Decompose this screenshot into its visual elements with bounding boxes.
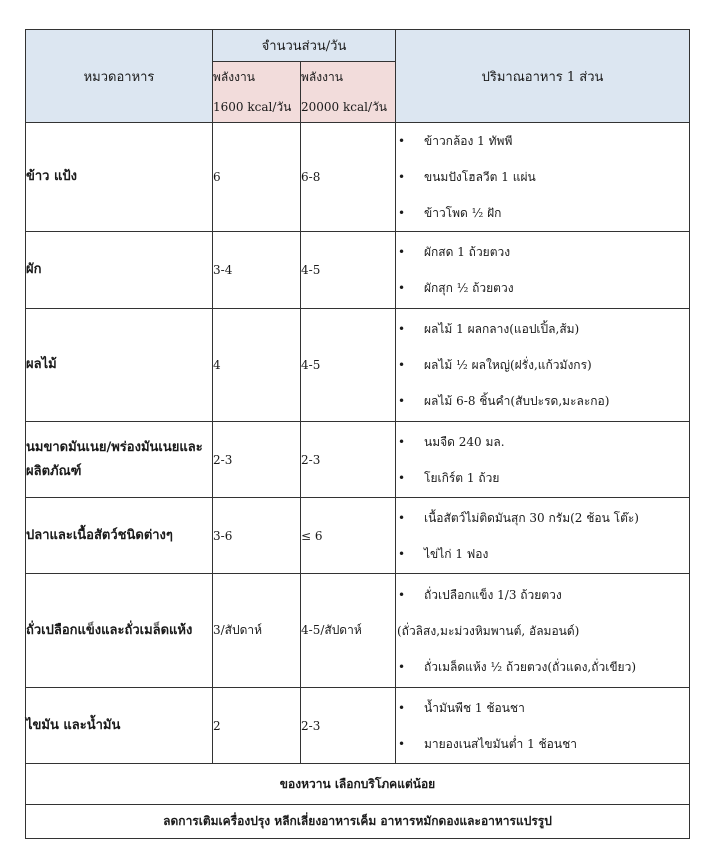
bullet-icon: • [398,170,406,184]
servings-1600: 2 [213,688,301,764]
portion-items [396,574,690,688]
list-item [396,311,689,347]
table-row [26,688,690,764]
bullet-icon: • [398,281,406,295]
bullet-icon: • [398,394,406,408]
table-header-row [26,30,690,62]
servings-1600: 3/สัปดาห์ [213,574,301,688]
header-energy-1600-value: 1600 kcal/วัน [213,100,292,114]
portion-list [396,690,689,762]
food-category: ถั่วเปลือกแข็งและถั่วเมล็ดแห้ง [26,574,213,688]
portion-items [396,232,690,309]
footer-note-seasoning: ลดการเติมเครื่องปรุง หลีกเลี่ยงอาหารเค็ม อาหารหมักดองและอาหารแปรรูป [26,805,690,839]
header-energy-2000 [301,62,396,123]
table-row [26,498,690,574]
servings-1600: 2-3 [213,422,301,498]
list-item [396,536,689,572]
portion-text: มายองเนสไขมันต่ำ 1 ช้อนชา [424,736,577,751]
footer-row-sweets [26,764,690,805]
portion-list [396,500,689,572]
portion-list [396,234,689,306]
list-item [396,159,689,195]
list-item [396,726,689,762]
portion-text: เนื้อสัตว์ไม่ติดมันสุก 30 กรัม(2 ช้อน โต๊ะ) [424,510,639,525]
bullet-icon: • [398,587,406,602]
list-item [396,195,689,231]
food-category: ผลไม้ [26,309,213,422]
table-row [26,123,690,232]
list-item [396,424,689,460]
footer-row-seasoning [26,805,690,839]
bullet-icon: • [398,434,406,449]
list-item [396,123,689,159]
list-item [396,577,689,613]
portion-items [396,498,690,574]
portion-items [396,123,690,232]
portion-text: ผักสุก ½ ถ้วยตวง [424,281,514,295]
bullet-icon: • [398,134,406,148]
list-item [396,460,689,496]
servings-2000: 4-5 [301,232,396,309]
portion-text: ผลไม้ ½ ผลใหญ่(ฝรั่ง,แก้วมังกร) [424,358,592,372]
servings-2000: ≤ 6 [301,498,396,574]
portion-text: ผักสด 1 ถ้วยตวง [424,245,511,259]
portion-items [396,309,690,422]
portion-list [396,311,689,419]
servings-2000: 4-5 [301,309,396,422]
portion-text: ไข่ไก่ 1 ฟอง [424,546,489,561]
portion-items [396,422,690,498]
food-category: ผัก [26,232,213,309]
list-item [396,690,689,726]
portion-list [396,577,689,685]
header-portion-size: ปริมาณอาหาร 1 ส่วน [396,30,690,123]
servings-2000: 2-3 [301,688,396,764]
portion-text: ถั่วเมล็ดแห้ง ½ ถ้วยตวง(ถั่วแดง,ถั่วเขียว) [424,659,636,674]
bullet-icon: • [398,510,406,525]
header-category: หมวดอาหาร [26,30,213,123]
list-item [396,613,689,649]
portion-text: ข้าวโพด ½ ฝัก [424,206,502,220]
header-energy-1600 [213,62,301,123]
list-item [396,347,689,383]
portion-list [396,424,689,496]
food-category: ข้าว แป้ง [26,123,213,232]
servings-2000: 2-3 [301,422,396,498]
food-portion-table [25,29,690,839]
bullet-icon: • [398,358,406,372]
bullet-icon: • [398,700,406,715]
header-energy-2000-value: 20000 kcal/วัน [301,100,387,114]
table-row [26,574,690,688]
servings-1600: 4 [213,309,301,422]
food-category: ไขมัน และน้ำมัน [26,688,213,764]
portion-list [396,123,689,231]
food-category: นมขาดมันเนย/พร่องมันเนยและผลิตภัณฑ์ [26,422,213,498]
header-servings-per-day: จำนวนส่วน/วัน [213,30,396,62]
table-row [26,232,690,309]
bullet-icon: • [398,470,406,485]
bullet-icon: • [398,245,406,259]
bullet-icon: • [398,659,406,674]
list-item [396,649,689,685]
servings-1600: 3-4 [213,232,301,309]
portion-text: ถั่วเปลือกแข็ง 1/3 ถ้วยตวง [424,587,562,602]
table-row [26,309,690,422]
list-item [396,383,689,419]
list-item [396,234,689,270]
portion-text: (ถั่วลิสง,มะม่วงหิมพานต์, อัลมอนด์) [397,623,580,638]
portion-text: โยเกิร์ต 1 ถ้วย [424,470,500,485]
portion-text: ขนมปังโฮลวีต 1 แผ่น [424,170,536,184]
portion-text: ผลไม้ 6-8 ชิ้นคำ(สับปะรด,มะละกอ) [424,394,610,408]
portion-text: ผลไม้ 1 ผลกลาง(แอปเปิ้ล,ส้ม) [424,322,580,336]
bullet-icon: • [398,546,406,561]
list-item [396,270,689,306]
header-energy-2000-label: พลังงาน [301,70,343,84]
food-category: ปลาและเนื้อสัตว์ชนิดต่างๆ [26,498,213,574]
portion-text: น้ำมันพืช 1 ช้อนชา [424,700,525,715]
list-item [396,500,689,536]
bullet-icon: • [398,736,406,751]
footer-note-sweets: ของหวาน เลือกบริโภคแต่น้อย [26,764,690,805]
servings-1600: 6 [213,123,301,232]
table-row [26,422,690,498]
portion-text: ข้าวกล้อง 1 ทัพพี [424,134,513,148]
bullet-icon: • [398,322,406,336]
bullet-icon: • [398,206,406,220]
servings-2000: 4-5/สัปดาห์ [301,574,396,688]
portion-items [396,688,690,764]
header-energy-1600-label: พลังงาน [213,70,255,84]
portion-text: นมจืด 240 มล. [424,434,505,449]
servings-2000: 6-8 [301,123,396,232]
servings-1600: 3-6 [213,498,301,574]
